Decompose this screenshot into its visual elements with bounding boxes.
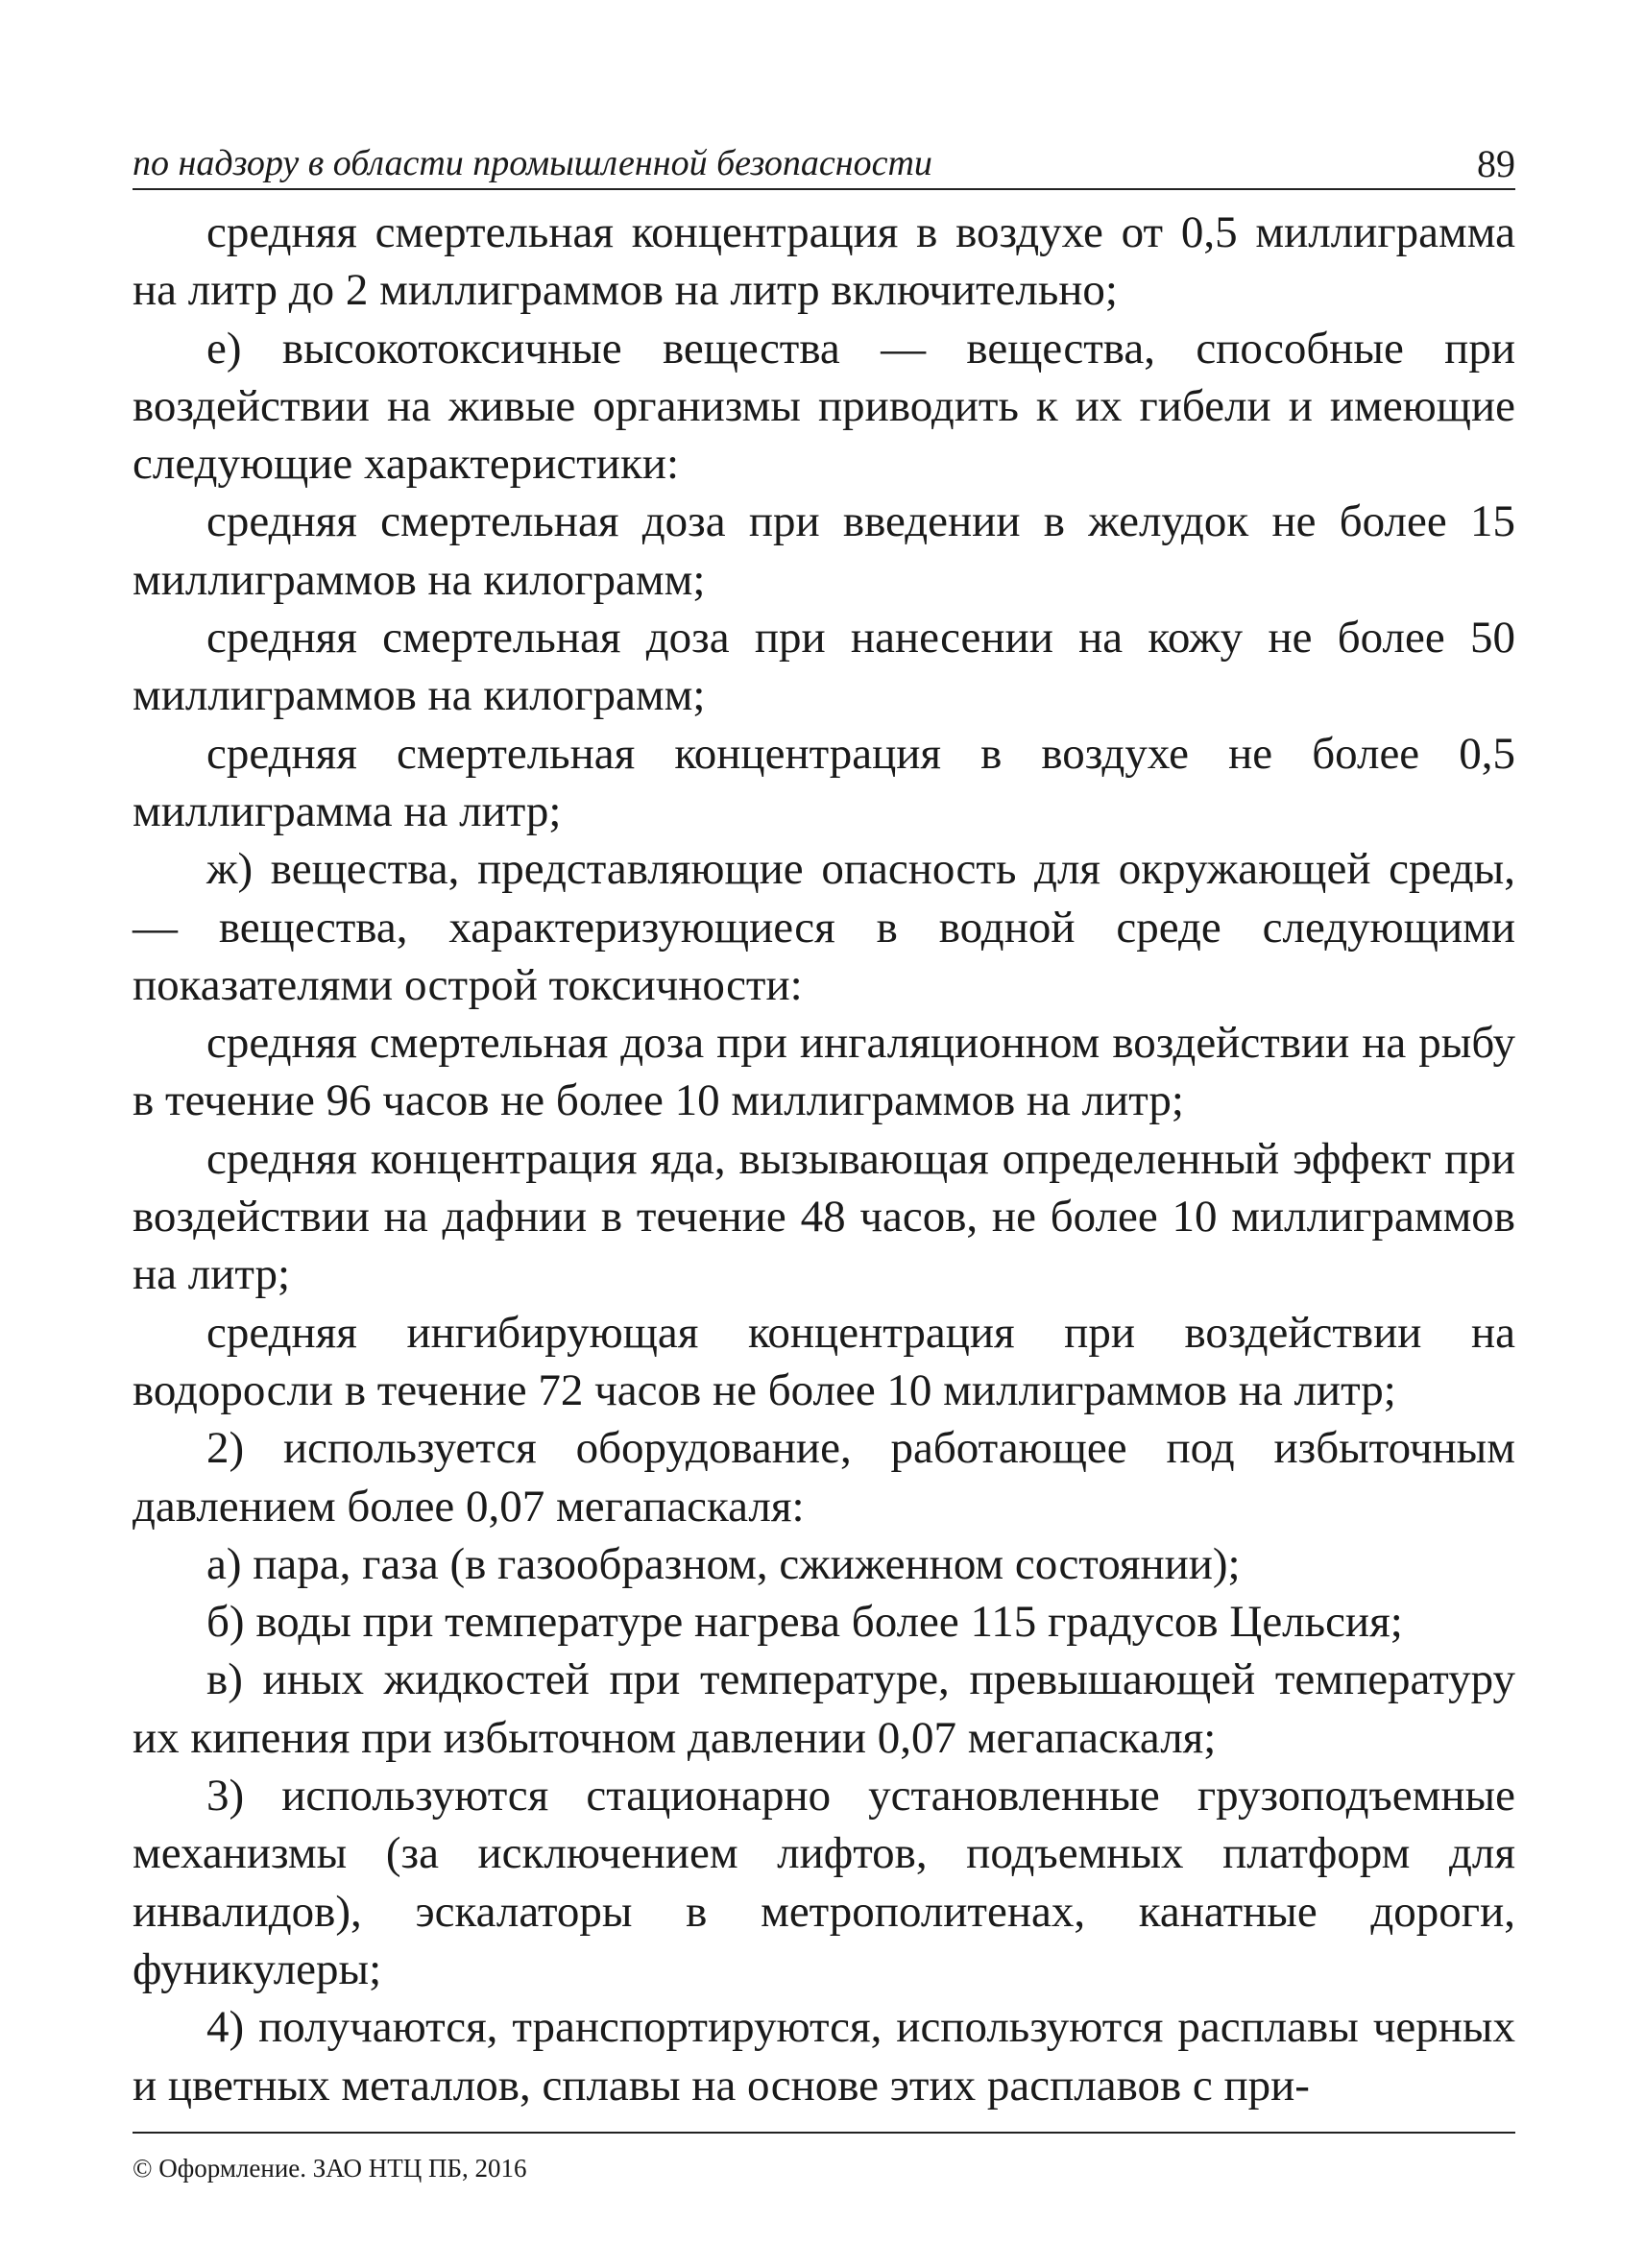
paragraph: б) воды при температуре нагрева более 115 градусов Цельсия; [206,1597,1403,1648]
paragraph: ж) вещества, представляющие опасность для окружающей среды, — вещества, характеризующиеся в водной среде следующими показателями острой токсичности: [133,844,1515,1010]
paragraph: в) иных жидкостей при температуре, превышающей температуру их кипения при избыточном давлении 0,07 мегапаскаля; [133,1654,1515,1763]
paragraph: средняя смертельная концентрация в воздухе не более 0,5 миллиграмма на литр; [133,728,1515,836]
paragraph: средняя смертельная доза при нанесении на кожу не более 50 миллиграммов на килограмм; [133,613,1515,721]
paragraph: средняя ингибирующая концентрация при воздействии на водоросли в течение 72 часов не более 10 миллиграммов на литр; [133,1307,1515,1415]
paragraph: 3) используются стационарно установленные грузоподъемные механизмы (за исключением лифтов, подъемных платформ для инвалидов), эскалаторы в метрополитенах, канатные дороги, фуникулеры; [133,1771,1515,1994]
paragraph: е) высокотоксичные вещества — вещества, способные при воздействии на живые организмы приводить к их гибели и имеющие следующие характеристики: [133,323,1515,490]
footer-copyright: © Оформление. ЗАО НТЦ ПБ, 2016 [133,2154,527,2183]
paragraph: а) пара, газа (в газообразном, сжиженном состоянии); [206,1538,1241,1589]
paragraph: 4) получаются, транспортируются, используются расплавы черных и цветных металлов, сплавы на основе этих расплавов с при- [133,2002,1515,2111]
paragraph: средняя смертельная концентрация в воздухе от 0,5 миллиграмма на литр до 2 миллиграммов на литр включительно; [133,207,1515,316]
body-text [133,204,1515,2114]
document-page [133,144,1515,2114]
running-header [133,144,1515,190]
footer-divider [133,2132,1515,2134]
page-number: 89 [1477,142,1515,185]
paragraph: 2) используется оборудование, работающее под избыточным давлением более 0,07 мегапаскаля: [133,1423,1515,1532]
running-title: по надзору в области промышленной безопасности [133,143,932,183]
paragraph: средняя смертельная доза при введении в желудок не более 15 миллиграммов на килограмм; [133,496,1515,605]
paragraph: средняя смертельная доза при ингаляционном воздействии на рыбу в течение 96 часов не более 10 миллиграммов на литр; [133,1018,1515,1126]
paragraph: средняя концентрация яда, вызывающая определенный эффект при воздействии на дафнии в течение 48 часов, не более 10 миллиграммов на литр; [133,1133,1515,1300]
